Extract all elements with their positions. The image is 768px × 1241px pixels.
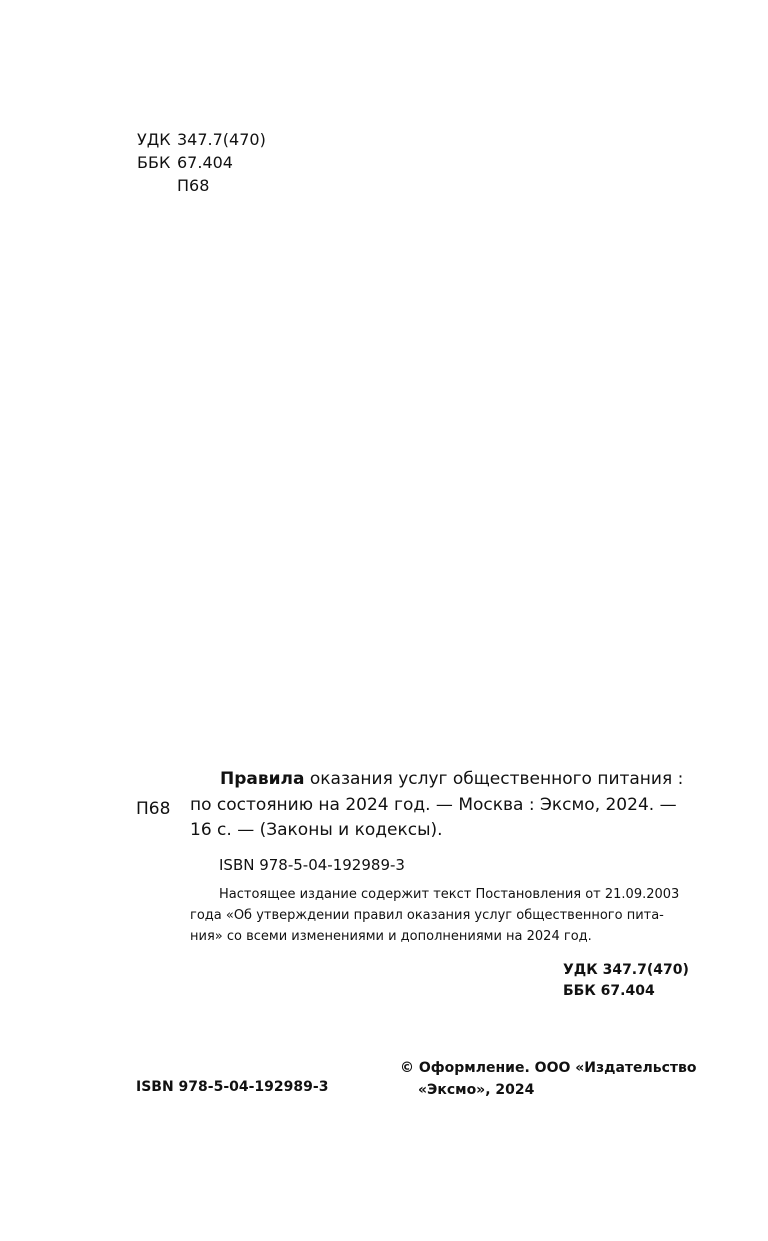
annotation-line-2: года «Об утверждении правил оказания услуг общественного пита- (190, 908, 664, 923)
classification-footer (563, 960, 689, 1002)
annotation (190, 884, 680, 947)
bbk-label: ББК (137, 153, 171, 172)
copyright-line-1: © Оформление. ООО «Издательство (400, 1060, 697, 1076)
udk-footer: УДК 347.7(470) (563, 962, 689, 978)
classification-header (137, 128, 266, 197)
isbn-footer: ISBN 978-5-04-192989-3 (136, 1079, 329, 1095)
bbk-footer: ББК 67.404 (563, 983, 655, 999)
copyright-line-2: «Эксмо», 2024 (418, 1082, 535, 1098)
record-title-rest: оказания услуг общественного питания : (304, 769, 684, 789)
record-line-1 (190, 767, 684, 793)
cutter-row (137, 174, 266, 197)
bbk-value: 67.404 (177, 153, 233, 172)
record-isbn: ISBN 978-5-04-192989-3 (219, 856, 405, 874)
bibliographic-record (190, 767, 684, 844)
record-title: Правила (220, 769, 305, 789)
annotation-line-1: Настоящее издание содержит текст Постановления от 21.09.2003 (219, 887, 680, 902)
cutter-code: П68 (177, 176, 210, 195)
annotation-line-3: ния» со всеми изменениями и дополнениями на 2024 год. (190, 929, 592, 944)
udk-label: УДК (137, 130, 171, 149)
bbk-row (137, 151, 266, 174)
copyright-notice (400, 1057, 697, 1101)
record-line-2: по состоянию на 2024 год. — Москва : Эксмо, 2024. — (190, 794, 677, 815)
record-cutter: П68 (136, 799, 171, 819)
udk-value: 347.7(470) (177, 130, 266, 149)
udk-row (137, 128, 266, 151)
record-line-3: 16 с. — (Законы и кодексы). (190, 820, 443, 840)
